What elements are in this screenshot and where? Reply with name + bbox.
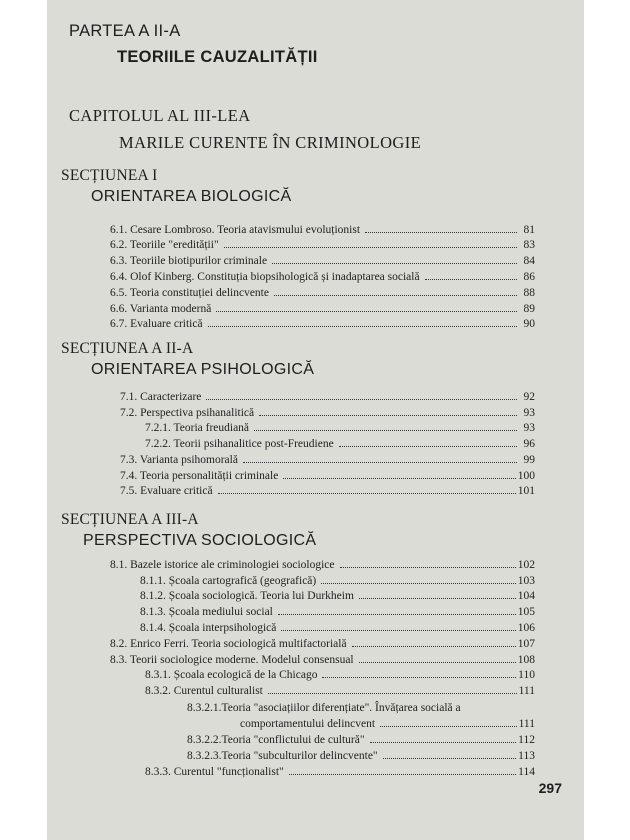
toc-entry[interactable] bbox=[120, 468, 535, 484]
page-number: 297 bbox=[538, 780, 562, 796]
toc-entry-leader bbox=[359, 588, 516, 599]
toc-entry-leader bbox=[216, 301, 517, 312]
toc-entry[interactable] bbox=[140, 604, 535, 620]
toc-entry-leader bbox=[365, 222, 517, 233]
toc-entry-text: 8.1.4. Școala interpsihologică bbox=[140, 622, 277, 634]
toc-entry-leader bbox=[224, 237, 517, 248]
toc-entry-leader bbox=[274, 285, 517, 296]
toc-entry-text: 7.3. Varianta psihomorală bbox=[120, 454, 238, 466]
toc-entry-text: 8.1.2. Școala sociologică. Teoria lui Durkheim bbox=[140, 590, 354, 602]
toc-entry-text: 6.7. Evaluare critică bbox=[110, 318, 203, 330]
toc-entry-page: 86 bbox=[523, 271, 535, 283]
toc-entry-page: 88 bbox=[523, 287, 535, 299]
toc-entry-page: 96 bbox=[523, 438, 535, 450]
toc-entry-text: 8.1.3. Școala mediului social bbox=[140, 606, 273, 618]
toc-entry-leader bbox=[339, 436, 517, 447]
toc-entry-page: 106 bbox=[517, 622, 535, 634]
toc-entry-text: 8.3.2.1.Teoria "asociațiilor diferențiate". Învățarea socială a bbox=[187, 702, 461, 714]
toc-entry-text: 8.1.1. Școala cartografică (geografică) bbox=[140, 575, 317, 587]
toc-entry[interactable] bbox=[140, 588, 535, 604]
toc-entry[interactable] bbox=[120, 405, 535, 421]
toc-entry[interactable] bbox=[145, 683, 535, 699]
toc-entry-text: 8.3.3. Curentul "funcționalist" bbox=[145, 766, 284, 778]
toc-entry[interactable] bbox=[110, 652, 535, 668]
toc-entry-page: 100 bbox=[517, 470, 535, 482]
section-heading: SECȚIUNEA A II-A bbox=[61, 340, 194, 357]
section-heading: SECȚIUNEA I bbox=[61, 167, 158, 184]
toc-entry[interactable] bbox=[110, 237, 535, 253]
toc-entry-leader bbox=[380, 716, 517, 727]
toc-entry-leader bbox=[218, 483, 516, 494]
toc-entry-leader bbox=[352, 636, 516, 647]
chapter-title: MARILE CURENTE ÎN CRIMINOLOGIE bbox=[119, 133, 422, 152]
toc-entry-text: 8.3. Teorii sociologice moderne. Modelul consensual bbox=[110, 654, 354, 666]
toc-entry-text: 7.2. Perspectiva psihanalitică bbox=[120, 407, 255, 419]
toc-entry[interactable] bbox=[145, 436, 535, 452]
toc-entry-text: 7.4. Teoria personalității criminale bbox=[120, 470, 279, 482]
toc-entry-text: 6.1. Cesare Lombroso. Teoria atavismului evoluționist bbox=[110, 224, 361, 236]
toc-entry-page: 107 bbox=[517, 638, 535, 650]
toc-entry-text: 8.3.2. Curentul culturalist bbox=[145, 685, 263, 697]
toc-entry-page: 111 bbox=[518, 718, 535, 730]
toc-entry-leader bbox=[425, 269, 517, 280]
toc-entry-page: 92 bbox=[523, 391, 535, 403]
toc-entry-page: 108 bbox=[517, 654, 535, 666]
toc-entry-page: 105 bbox=[517, 606, 535, 618]
toc-entry[interactable] bbox=[120, 389, 535, 405]
toc-entry-page: 93 bbox=[523, 422, 535, 434]
toc-entry[interactable] bbox=[187, 748, 535, 764]
toc-entry[interactable] bbox=[187, 732, 535, 748]
toc-entry-leader bbox=[208, 316, 517, 327]
toc-entry-text: 7.2.2. Teorii psihanalitice post-Freudiene bbox=[145, 438, 334, 450]
toc-entry-text: comportamentului delincvent bbox=[240, 718, 376, 730]
toc-entry-page: 84 bbox=[523, 255, 535, 267]
toc-entry-leader bbox=[383, 748, 517, 759]
toc-entry[interactable] bbox=[145, 667, 535, 683]
toc-entry[interactable] bbox=[110, 557, 535, 573]
toc-entry-leader bbox=[322, 667, 516, 678]
chapter-heading: CAPITOLUL AL III-LEA bbox=[69, 106, 251, 125]
toc-entry-page: 101 bbox=[517, 485, 535, 497]
toc-entry[interactable] bbox=[110, 316, 535, 332]
toc-entry-page: 93 bbox=[523, 407, 535, 419]
section-heading: SECȚIUNEA A III-A bbox=[61, 511, 199, 528]
toc-entry-leader bbox=[370, 732, 517, 743]
toc-entry-page: 110 bbox=[518, 669, 535, 681]
toc-entry-leader bbox=[278, 604, 516, 615]
toc-entry-page: 114 bbox=[518, 766, 535, 778]
toc-entry-leader bbox=[243, 452, 517, 463]
toc-entry-page: 81 bbox=[523, 224, 535, 236]
toc-entry-text: 7.2.1. Teoria freudiană bbox=[145, 422, 250, 434]
toc-entry[interactable] bbox=[145, 420, 535, 436]
toc-entry-page: 89 bbox=[523, 303, 535, 315]
toc-entry-text: 7.1. Caracterizare bbox=[120, 391, 202, 403]
toc-entry-text: 6.4. Olof Kinberg. Constituția biopsihologică și inadaptarea socială bbox=[110, 271, 420, 283]
toc-entry-page: 90 bbox=[523, 318, 535, 330]
toc-entry-leader bbox=[254, 420, 517, 431]
toc-entry[interactable] bbox=[110, 285, 535, 301]
toc-entry-page: 99 bbox=[523, 454, 535, 466]
toc-entry-text: 8.1. Bazele istorice ale criminologiei sociologice bbox=[110, 559, 335, 571]
toc-entry-leader bbox=[321, 573, 516, 584]
toc-entry-page: 103 bbox=[517, 575, 535, 587]
toc-entry[interactable] bbox=[110, 269, 535, 285]
toc-entry-page: 111 bbox=[518, 685, 535, 697]
toc-entry-text: 8.3.1. Școala ecologică de la Chicago bbox=[145, 669, 318, 681]
toc-entry[interactable] bbox=[120, 483, 535, 499]
toc-entry[interactable] bbox=[110, 222, 535, 238]
toc-entry-leader bbox=[289, 764, 516, 775]
section-title: ORIENTAREA BIOLOGICĂ bbox=[91, 188, 292, 205]
toc-entry-leader bbox=[268, 683, 517, 694]
toc-entry-text: 8.3.2.2.Teoria "conflictului de cultură" bbox=[187, 734, 365, 746]
part-title: TEORIILE CAUZALITĂȚII bbox=[117, 48, 318, 66]
toc-entry[interactable] bbox=[120, 452, 535, 468]
part-heading: PARTEA A II-A bbox=[69, 22, 181, 40]
toc-entry-text: 6.2. Teoriile "eredității" bbox=[110, 239, 219, 251]
toc-entry-page: 83 bbox=[523, 239, 535, 251]
toc-entry-leader bbox=[272, 253, 517, 264]
toc-entry-page: 113 bbox=[518, 750, 535, 762]
toc-entry-leader bbox=[259, 405, 517, 416]
toc-entry[interactable] bbox=[145, 764, 535, 780]
toc-entry-leader bbox=[206, 389, 517, 400]
toc-entry[interactable] bbox=[110, 636, 535, 652]
toc-entry-leader bbox=[340, 557, 516, 568]
toc-entry-leader bbox=[283, 468, 515, 479]
toc-entry[interactable] bbox=[140, 573, 535, 589]
toc-entry[interactable] bbox=[240, 716, 535, 732]
book-page bbox=[47, 0, 584, 840]
section-title: PERSPECTIVA SOCIOLOGICĂ bbox=[83, 532, 317, 549]
toc-entry-text: 6.6. Varianta modernă bbox=[110, 303, 212, 315]
toc-entry-text: 8.2. Enrico Ferri. Teoria sociologică multifactorială bbox=[110, 638, 347, 650]
toc-entry-page: 104 bbox=[517, 590, 535, 602]
toc-entry-text: 8.3.2.3.Teoria "subculturilor delincvente" bbox=[187, 750, 378, 762]
toc-entry-text: 6.5. Teoria constituției delincvente bbox=[110, 287, 269, 299]
toc-entry[interactable] bbox=[110, 301, 535, 317]
toc-entry[interactable] bbox=[140, 620, 535, 636]
toc-entry-leader bbox=[281, 620, 515, 631]
toc-entry[interactable] bbox=[187, 700, 535, 716]
toc-entry[interactable] bbox=[110, 253, 535, 269]
toc-entry-text: 6.3. Teoriile biotipurilor criminale bbox=[110, 255, 268, 267]
toc-entry-leader bbox=[359, 652, 516, 663]
toc-entry-page: 102 bbox=[517, 559, 535, 571]
toc-entry-page: 112 bbox=[518, 734, 535, 746]
section-title: ORIENTAREA PSIHOLOGICĂ bbox=[91, 361, 315, 378]
toc-entry-text: 7.5. Evaluare critică bbox=[120, 485, 213, 497]
